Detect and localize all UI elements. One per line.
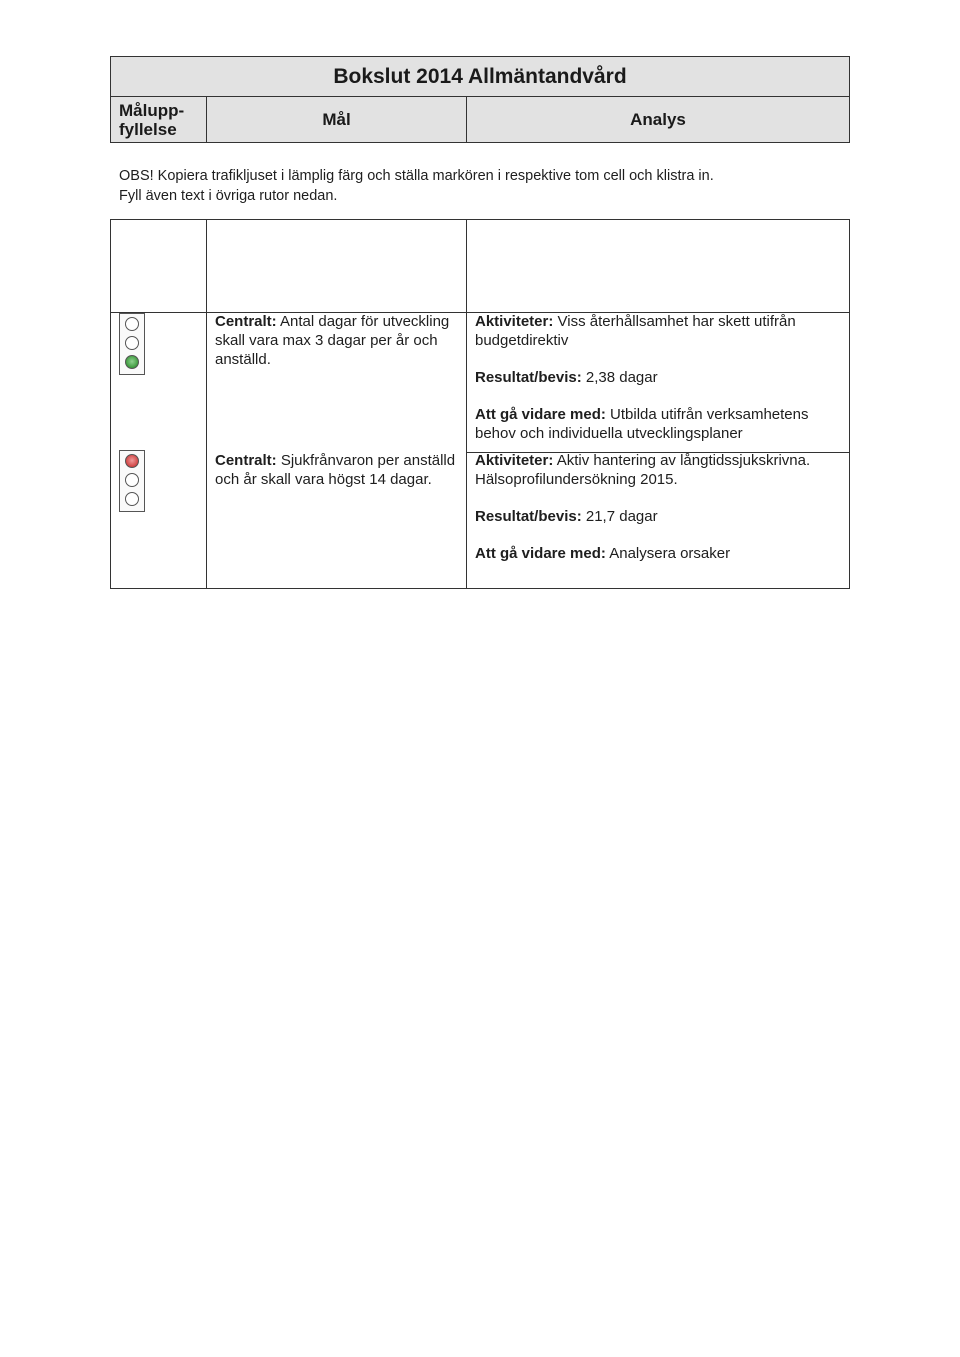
row2-activities-text: Aktiv hantering av långtidssjukskrivna. Hälsoprofilundersökning 2015.	[475, 452, 811, 488]
header-row	[111, 96, 849, 142]
instruction-note	[119, 166, 849, 206]
row1-next-text: Utbilda utifrån verksamhetens behov och individuella utvecklingsplaner	[475, 406, 809, 442]
row1-next-label: Att gå vidare med:	[475, 406, 606, 423]
row2-goal-text: Sjukfrånvaron per anställd och år skall vara högst 14 dagar.	[215, 452, 456, 488]
results-table	[110, 219, 850, 589]
column-divider-2	[466, 220, 467, 589]
row2-activities-label: Aktiviteter:	[475, 452, 554, 469]
row2-next-text: Analysera orsaker	[609, 545, 731, 562]
row1-goal	[215, 312, 460, 369]
row2-result	[475, 507, 845, 526]
row1-next-steps	[475, 405, 845, 443]
header-goal-fulfillment: Målupp-fyllelse	[111, 96, 207, 142]
lamp-off-icon	[125, 336, 139, 350]
lamp-red-icon	[125, 454, 139, 468]
row1-activities-text: Viss återhållsamhet har skett utifrån budgetdirektiv	[475, 313, 796, 349]
row2-activities	[475, 451, 847, 489]
column-divider-1	[206, 220, 207, 589]
header-goal: Mål	[207, 96, 467, 142]
row1-activities-label: Aktiviteter:	[475, 313, 554, 330]
row2-goal-label: Centralt:	[215, 452, 277, 469]
document-title: Bokslut 2014 Allmäntandvård	[333, 65, 627, 88]
lamp-off-icon	[125, 473, 139, 487]
row2-goal	[215, 451, 465, 489]
lamp-off-icon	[125, 492, 139, 506]
lamp-green-icon	[125, 355, 139, 369]
row1-result	[475, 368, 845, 387]
traffic-light-icon	[119, 450, 145, 512]
row2-result-text: 21,7 dagar	[585, 508, 658, 525]
row1-result-label: Resultat/bevis:	[475, 369, 582, 386]
lamp-off-icon	[125, 317, 139, 331]
header-table	[110, 56, 850, 143]
row1-goal-text: Antal dagar för utveckling skall vara max 3 dagar per år och anställd.	[215, 313, 450, 368]
row1-goal-label: Centralt:	[215, 313, 277, 330]
note-line-1: OBS! Kopiera trafikljuset i lämplig färg och ställa markören i respektive tom cell och klistra in.	[119, 168, 714, 184]
row2-result-label: Resultat/bevis:	[475, 508, 582, 525]
header-analysis: Analys	[467, 96, 849, 142]
row2-next-steps	[475, 544, 845, 563]
note-line-2: Fyll även text i övriga rutor nedan.	[119, 188, 338, 204]
traffic-light-icon	[119, 313, 145, 375]
row2-next-label: Att gå vidare med:	[475, 545, 606, 562]
row1-activities	[475, 312, 845, 350]
row1-result-text: 2,38 dagar	[585, 369, 658, 386]
